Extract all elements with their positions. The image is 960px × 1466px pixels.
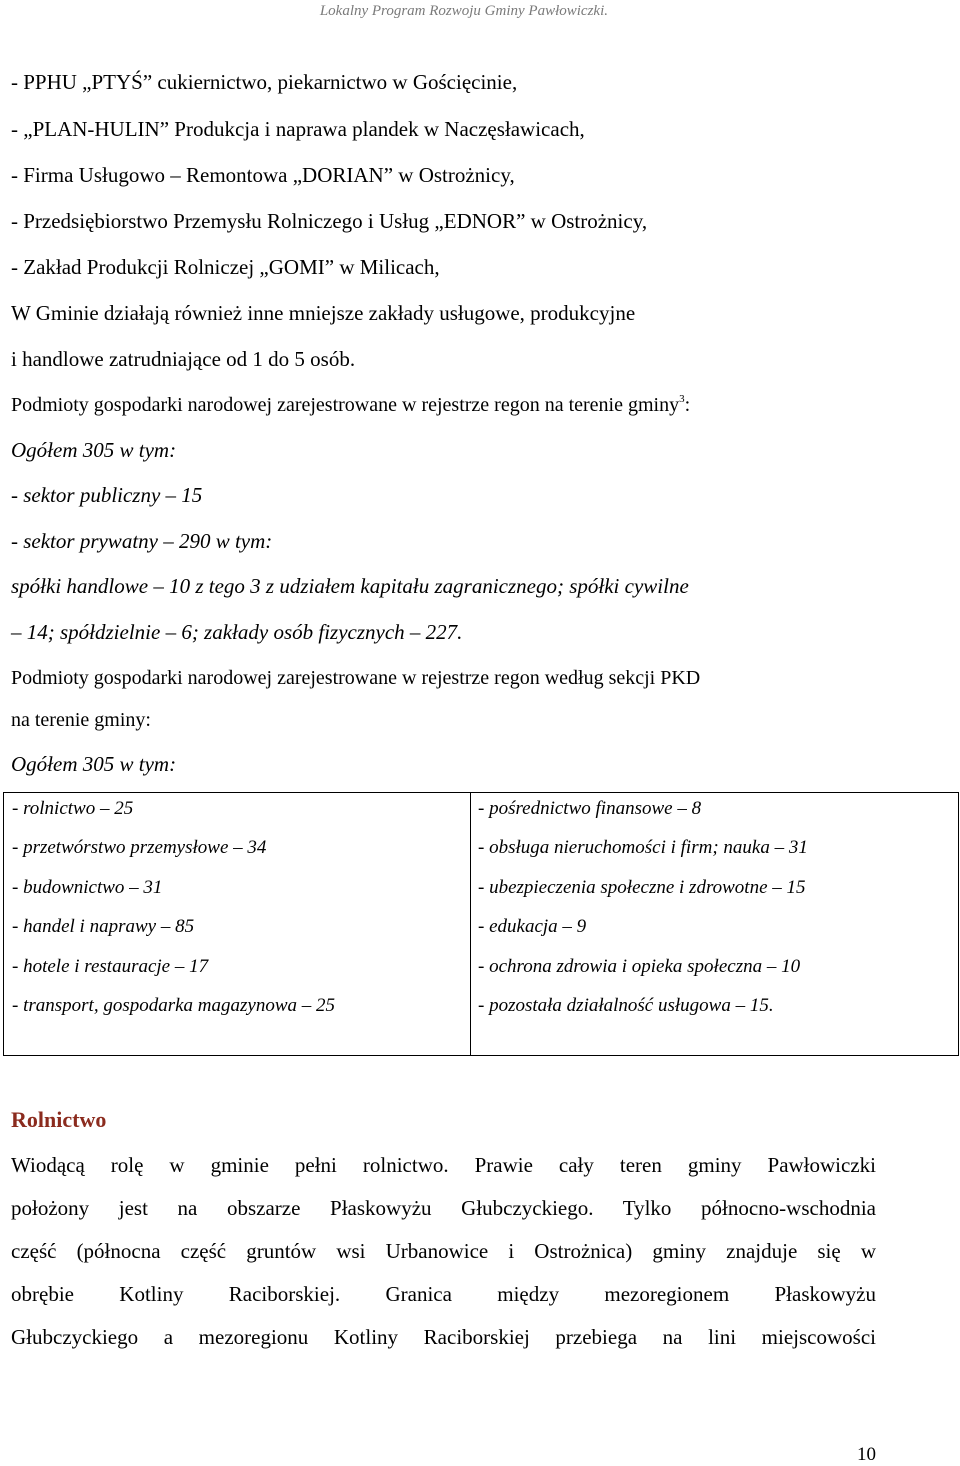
table-cell: - przetwórstwo przemysłowe – 34 — [12, 837, 267, 858]
regon-private: - sektor prywatny – 290 w tym: — [11, 529, 273, 553]
table-cell: - obsługa nieruchomości i firm; nauka – 31 — [478, 837, 808, 858]
section-title: Rolnictwo — [11, 1107, 107, 1132]
table-cell: - edukacja – 9 — [478, 916, 587, 937]
regon-heading-text: Podmioty gospodarki narodowej zarejestrowane w rejestrze regon na terenie gminy — [11, 394, 680, 416]
company-item: - Zakład Produkcji Rolniczej „GOMI” w Milicach, — [11, 255, 440, 279]
paragraph-line: obrębie Kotliny Raciborskiej. Granica między mezoregionem Płaskowyżu — [11, 1282, 876, 1306]
other-firms-line: W Gminie działają również inne mniejsze zakłady usługowe, produkcyjne — [11, 301, 636, 325]
regon-detail: spółki handlowe – 10 z tego 3 z udziałem kapitału zagranicznego; spółki cywilne — [11, 574, 689, 598]
table-divider — [470, 793, 471, 1055]
paragraph-line: położony jest na obszarze Płaskowyżu Głubczyckiego. Tylko północno-wschodnia — [11, 1196, 876, 1220]
other-firms-line: i handlowe zatrudniające od 1 do 5 osób. — [11, 347, 356, 371]
running-header: Lokalny Program Rozwoju Gminy Pawłowiczki. — [319, 3, 608, 19]
pkd-heading: na terenie gminy: — [11, 709, 151, 731]
table-cell: - ochrona zdrowia i opieka społeczna – 10 — [478, 956, 801, 977]
table-cell: - handel i naprawy – 85 — [12, 916, 195, 937]
pkd-table — [3, 792, 959, 1056]
pkd-heading: Podmioty gospodarki narodowej zarejestrowane w rejestrze regon według sekcji PKD — [11, 667, 701, 689]
company-item: - PPHU „PTYŚ” cukiernictwo, piekarnictwo w Gościęcinie, — [11, 70, 518, 94]
regon-heading — [11, 393, 690, 417]
company-item: - Firma Usługowo – Remontowa „DORIAN” w Ostrożnicy, — [11, 163, 515, 187]
table-cell: - transport, gospodarka magazynowa – 25 — [12, 995, 336, 1016]
table-cell: - hotele i restauracje – 17 — [12, 956, 209, 977]
company-item: - Przedsiębiorstwo Przemysłu Rolniczego i Usług „EDNOR” w Ostrożnicy, — [11, 209, 648, 233]
table-cell: - pozostała działalność usługowa – 15. — [478, 995, 774, 1016]
company-item: - „PLAN-HULIN” Produkcja i naprawa plandek w Naczęsławicach, — [11, 117, 585, 141]
footnote-marker: 3 — [679, 393, 685, 405]
table-cell: - ubezpieczenia społeczne i zdrowotne – 15 — [478, 877, 806, 898]
paragraph-line: Głubczyckiego a mezoregionu Kotliny Raciborskiej przebiega na lini miejscowości — [11, 1325, 876, 1349]
paragraph-line: część (północna część gruntów wsi Urbanowice i Ostrożnica) gminy znajduje się w — [11, 1239, 876, 1263]
paragraph-line: Wiodącą rolę w gminie pełni rolnictwo. Prawie cały teren gminy Pawłowiczki — [11, 1153, 876, 1177]
regon-heading-suffix: : — [684, 394, 691, 416]
regon-total: Ogółem 305 w tym: — [11, 438, 177, 462]
regon-detail: – 14; spółdzielnie – 6; zakłady osób fizycznych – 227. — [11, 620, 463, 644]
page-number: 10 — [857, 1444, 876, 1465]
table-cell: - budownictwo – 31 — [12, 877, 163, 898]
table-cell: - pośrednictwo finansowe – 8 — [478, 798, 702, 819]
regon-public: - sektor publiczny – 15 — [11, 483, 203, 507]
table-cell: - rolnictwo – 25 — [12, 798, 134, 819]
pkd-total: Ogółem 305 w tym: — [11, 752, 177, 776]
